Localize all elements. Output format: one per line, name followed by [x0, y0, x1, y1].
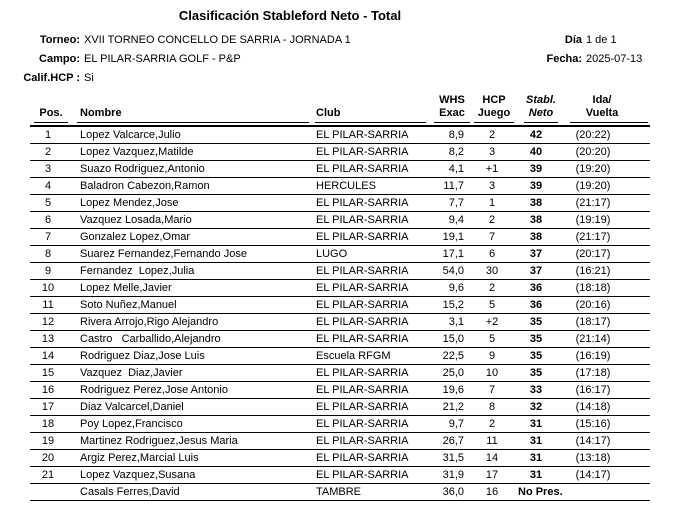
cell-club: LUGO — [316, 248, 348, 260]
cell-pos: 7 — [44, 231, 52, 243]
cell-club: EL PILAR-SARRIA — [316, 384, 409, 396]
cell-hcp-juego: 30 — [485, 265, 499, 277]
table-row — [30, 246, 650, 263]
cell-stabl-neto: 40 — [529, 146, 543, 158]
cell-whs-exac: 26,7 — [442, 435, 464, 447]
cell-club: EL PILAR-SARRIA — [316, 333, 409, 345]
cell-stabl-neto: No Pres. — [518, 486, 563, 498]
cell-ida-vuelta: (20:16) — [575, 299, 611, 311]
cell-hcp-juego: 3 — [488, 180, 496, 192]
cell-whs-exac: 9,4 — [448, 214, 464, 226]
cell-nombre: Castro Carballido,Alejandro — [80, 333, 221, 345]
cell-ida-vuelta: (19:20) — [575, 180, 611, 192]
dia-label: Día — [564, 33, 582, 46]
cell-whs-exac: 11,7 — [443, 180, 464, 192]
cell-pos: 2 — [44, 146, 52, 158]
fecha-value: 2025-07-13 — [586, 52, 643, 65]
cell-nombre: Diaz Valcarcel,Daniel — [80, 401, 184, 413]
cell-pos: 14 — [41, 350, 55, 362]
table-row — [30, 263, 650, 280]
page-title: Clasificación Stableford Neto - Total — [178, 8, 402, 23]
cell-ida-vuelta: (16:21) — [575, 265, 611, 277]
cell-stabl-neto: 37 — [529, 248, 543, 260]
table-row — [30, 280, 650, 297]
table-row — [30, 178, 650, 195]
cell-nombre: Vazquez Losada,Mario — [80, 214, 192, 226]
table-row — [30, 365, 650, 382]
cell-ida-vuelta: (17:18) — [575, 367, 611, 379]
cell-hcp-juego: +2 — [485, 316, 499, 328]
table-row — [30, 126, 650, 144]
cell-nombre: Fernandez Lopez,Julia — [80, 265, 195, 277]
cell-whs-exac: 8,2 — [448, 146, 464, 158]
col-header-pos: Pos. — [30, 94, 74, 126]
cell-stabl-neto: 35 — [529, 350, 543, 362]
table-row — [30, 450, 650, 467]
table-row — [30, 331, 650, 348]
cell-whs-exac: 15,2 — [442, 299, 464, 311]
cell-whs-exac: 31,9 — [442, 469, 464, 481]
cell-hcp-juego: 16 — [485, 486, 499, 498]
leaderboard-table — [30, 94, 650, 501]
cell-nombre: Casals Ferres,David — [80, 486, 180, 498]
cell-hcp-juego: 10 — [485, 367, 499, 379]
cell-stabl-neto: 39 — [529, 180, 543, 192]
cell-hcp-juego: 3 — [488, 146, 496, 158]
cell-ida-vuelta: (14:17) — [575, 469, 611, 481]
cell-ida-vuelta: (14:18) — [575, 401, 611, 413]
cell-whs-exac: 21,2 — [442, 401, 464, 413]
cell-pos: 5 — [44, 197, 52, 209]
cell-pos: 12 — [41, 316, 55, 328]
cell-hcp-juego: 2 — [488, 418, 496, 430]
table-row — [30, 348, 650, 365]
cell-ida-vuelta: (14:17) — [575, 435, 611, 447]
cell-ida-vuelta: (19:20) — [575, 163, 611, 175]
cell-ida-vuelta: (21:14) — [575, 333, 611, 345]
table-row — [30, 314, 650, 331]
dia-group — [510, 34, 650, 46]
cell-whs-exac: 31,5 — [442, 452, 464, 464]
cell-club: EL PILAR-SARRIA — [316, 231, 409, 243]
cell-hcp-juego: 7 — [488, 384, 496, 396]
cell-whs-exac: 8,9 — [448, 129, 464, 141]
cell-pos: 11 — [42, 299, 54, 311]
leaderboard-header — [30, 94, 650, 126]
cell-stabl-neto: 37 — [529, 265, 543, 277]
cell-pos: 15 — [41, 367, 55, 379]
cell-hcp-juego: 2 — [488, 129, 496, 141]
cell-whs-exac: 19,6 — [442, 384, 464, 396]
cell-whs-exac: 9,6 — [448, 282, 464, 294]
cell-club: EL PILAR-SARRIA — [316, 282, 409, 294]
cell-ida-vuelta: (20:17) — [575, 248, 611, 260]
cell-ida-vuelta: (13:18) — [575, 452, 611, 464]
table-row — [30, 399, 650, 416]
cell-stabl-neto: 38 — [529, 214, 543, 226]
cell-pos: 17 — [41, 401, 55, 413]
cell-whs-exac: 54,0 — [442, 265, 464, 277]
cell-ida-vuelta: (20:22) — [575, 129, 611, 141]
cell-pos — [30, 484, 74, 501]
cell-nombre: Rodriguez Perez,Jose Antonio — [80, 384, 228, 396]
meta-line-calif — [0, 68, 677, 87]
table-row — [30, 416, 650, 433]
cell-stabl-neto: 35 — [529, 367, 543, 379]
cell-ida-vuelta: (16:17) — [575, 384, 611, 396]
cell-stabl-neto: 31 — [529, 469, 543, 481]
cell-stabl-neto: 38 — [529, 231, 543, 243]
cell-hcp-juego: +1 — [485, 163, 499, 175]
cell-hcp-juego: 11 — [486, 435, 498, 447]
cell-stabl-neto: 36 — [529, 282, 543, 294]
table-row — [30, 467, 650, 484]
torneo-label: Torneo: — [39, 33, 80, 46]
table-row — [30, 297, 650, 314]
cell-ida-vuelta: (21:17) — [575, 197, 611, 209]
cell-stabl-neto: 31 — [529, 435, 543, 447]
calif-hcp-value: Si — [84, 71, 94, 84]
cell-pos: 1 — [44, 129, 52, 141]
cell-nombre: Poy Lopez,Francisco — [80, 418, 183, 430]
cell-club: EL PILAR-SARRIA — [316, 316, 409, 328]
cell-whs-exac: 19,1 — [442, 231, 464, 243]
meta-line-campo — [0, 49, 677, 68]
cell-nombre: Lopez Mendez,Jose — [80, 197, 179, 209]
cell-ida-vuelta: (18:18) — [575, 282, 611, 294]
cell-stabl-neto: 42 — [529, 129, 543, 141]
cell-ida-vuelta: (16:19) — [575, 350, 611, 362]
cell-whs-exac: 25,0 — [442, 367, 464, 379]
cell-club: HERCULES — [316, 180, 376, 192]
cell-hcp-juego: 2 — [488, 282, 496, 294]
cell-stabl-neto: 39 — [529, 163, 543, 175]
cell-nombre: Suarez Fernandez,Fernando Jose — [80, 248, 247, 260]
table-row — [30, 144, 650, 161]
cell-pos: 9 — [44, 265, 52, 277]
cell-hcp-juego: 2 — [488, 214, 496, 226]
cell-whs-exac: 36,0 — [442, 486, 464, 498]
cell-nombre: Lopez Valcarce,Julio — [80, 129, 181, 141]
cell-nombre: Vazquez Diaz,Javier — [80, 367, 183, 379]
cell-pos: 19 — [41, 435, 55, 447]
cell-hcp-juego: 9 — [488, 350, 496, 362]
cell-hcp-juego: 6 — [488, 248, 496, 260]
cell-stabl-neto: 32 — [529, 401, 543, 413]
cell-club: EL PILAR-SARRIA — [316, 214, 409, 226]
cell-whs-exac: 3,1 — [448, 316, 464, 328]
campo-label: Campo: — [39, 52, 80, 65]
cell-hcp-juego: 17 — [485, 469, 499, 481]
col-header-nombre: Nombre — [74, 94, 312, 126]
table-row — [30, 484, 650, 501]
cell-stabl-neto: 36 — [529, 299, 543, 311]
cell-nombre: Lopez Melle,Javier — [80, 282, 172, 294]
cell-stabl-neto: 33 — [529, 384, 543, 396]
col-header-stabl-neto: Stabl. Neto — [518, 94, 564, 126]
col-header-ida-vuelta: Ida/ Vuelta — [564, 94, 650, 126]
cell-nombre: Gonzalez Lopez,Omar — [80, 231, 191, 243]
cell-club: EL PILAR-SARRIA — [316, 146, 409, 158]
table-row — [30, 433, 650, 450]
cell-pos: 10 — [41, 282, 55, 294]
cell-club: EL PILAR-SARRIA — [316, 401, 409, 413]
cell-club: EL PILAR-SARRIA — [316, 163, 409, 175]
cell-pos: 4 — [44, 180, 52, 192]
cell-pos: 8 — [44, 248, 52, 260]
report-meta — [0, 30, 677, 87]
cell-ida-vuelta — [564, 484, 650, 501]
cell-hcp-juego: 5 — [488, 333, 496, 345]
cell-club: EL PILAR-SARRIA — [316, 435, 409, 447]
cell-nombre: Rivera Arrojo,Rigo Alejandro — [80, 316, 219, 328]
cell-club: Escuela RFGM — [316, 350, 391, 362]
cell-pos: 21 — [41, 469, 55, 481]
cell-club: EL PILAR-SARRIA — [316, 129, 409, 141]
table-row — [30, 195, 650, 212]
cell-stabl-neto: 31 — [529, 452, 543, 464]
dia-value: 1 de 1 — [586, 33, 617, 46]
cell-pos: 3 — [44, 163, 52, 175]
col-header-club: Club — [312, 94, 430, 126]
table-row — [30, 229, 650, 246]
cell-hcp-juego: 5 — [488, 299, 496, 311]
table-row — [30, 212, 650, 229]
cell-ida-vuelta: (20:20) — [575, 146, 611, 158]
fecha-label: Fecha: — [546, 52, 582, 65]
col-header-whs-exac: WHS Exac — [430, 94, 472, 126]
cell-club: EL PILAR-SARRIA — [316, 418, 409, 430]
cell-nombre: Lopez Vazquez,Susana — [80, 469, 196, 481]
table-row — [30, 161, 650, 178]
cell-pos: 6 — [44, 214, 52, 226]
cell-pos: 16 — [41, 384, 55, 396]
calif-hcp-label: Calif.HCP : — [23, 71, 80, 84]
cell-ida-vuelta: (21:17) — [575, 231, 611, 243]
cell-whs-exac: 9,7 — [448, 418, 464, 430]
cell-club: EL PILAR-SARRIA — [316, 299, 409, 311]
cell-nombre: Martinez Rodriguez,Jesus Maria — [80, 435, 238, 447]
cell-hcp-juego: 8 — [488, 401, 496, 413]
cell-nombre: Soto Nuñez,Manuel — [80, 299, 177, 311]
campo-value: EL PILAR-SARRIA GOLF - P&P — [84, 52, 241, 65]
cell-pos: 18 — [41, 418, 55, 430]
cell-ida-vuelta: (19:19) — [575, 214, 611, 226]
col-header-hcp-juego: HCP Juego — [472, 94, 518, 126]
cell-nombre: Lopez Vazquez,Matilde — [80, 146, 194, 158]
cell-pos: 20 — [41, 452, 55, 464]
cell-club: EL PILAR-SARRIA — [316, 367, 409, 379]
cell-whs-exac: 15,0 — [442, 333, 464, 345]
cell-stabl-neto: 35 — [529, 316, 543, 328]
cell-hcp-juego: 7 — [488, 231, 496, 243]
cell-whs-exac: 4,1 — [448, 163, 464, 175]
leaderboard-body — [30, 126, 650, 501]
cell-stabl-neto: 35 — [529, 333, 543, 345]
cell-whs-exac: 17,1 — [442, 248, 464, 260]
cell-ida-vuelta: (18:17) — [575, 316, 611, 328]
cell-whs-exac: 7,7 — [448, 197, 464, 209]
cell-nombre: Baladron Cabezon,Ramon — [80, 180, 210, 192]
cell-hcp-juego: 1 — [488, 197, 496, 209]
cell-nombre: Suazo Rodriguez,Antonio — [80, 163, 205, 175]
cell-pos: 13 — [41, 333, 55, 345]
cell-club: EL PILAR-SARRIA — [316, 197, 409, 209]
cell-stabl-neto: 31 — [529, 418, 543, 430]
torneo-value: XVII TORNEO CONCELLO DE SARRIA - JORNADA 1 — [84, 33, 351, 46]
cell-whs-exac: 22,5 — [442, 350, 464, 362]
cell-club: EL PILAR-SARRIA — [316, 452, 409, 464]
fecha-group — [510, 53, 650, 65]
meta-line-torneo — [0, 30, 677, 49]
cell-nombre: Rodriguez Diaz,Jose Luis — [80, 350, 205, 362]
cell-nombre: Argiz Perez,Marcial Luis — [80, 452, 199, 464]
cell-ida-vuelta: (15:16) — [575, 418, 611, 430]
cell-club: TAMBRE — [316, 486, 362, 498]
cell-club: EL PILAR-SARRIA — [316, 265, 409, 277]
cell-stabl-neto: 38 — [529, 197, 543, 209]
cell-club: EL PILAR-SARRIA — [316, 469, 409, 481]
table-row — [30, 382, 650, 399]
cell-hcp-juego: 14 — [485, 452, 499, 464]
